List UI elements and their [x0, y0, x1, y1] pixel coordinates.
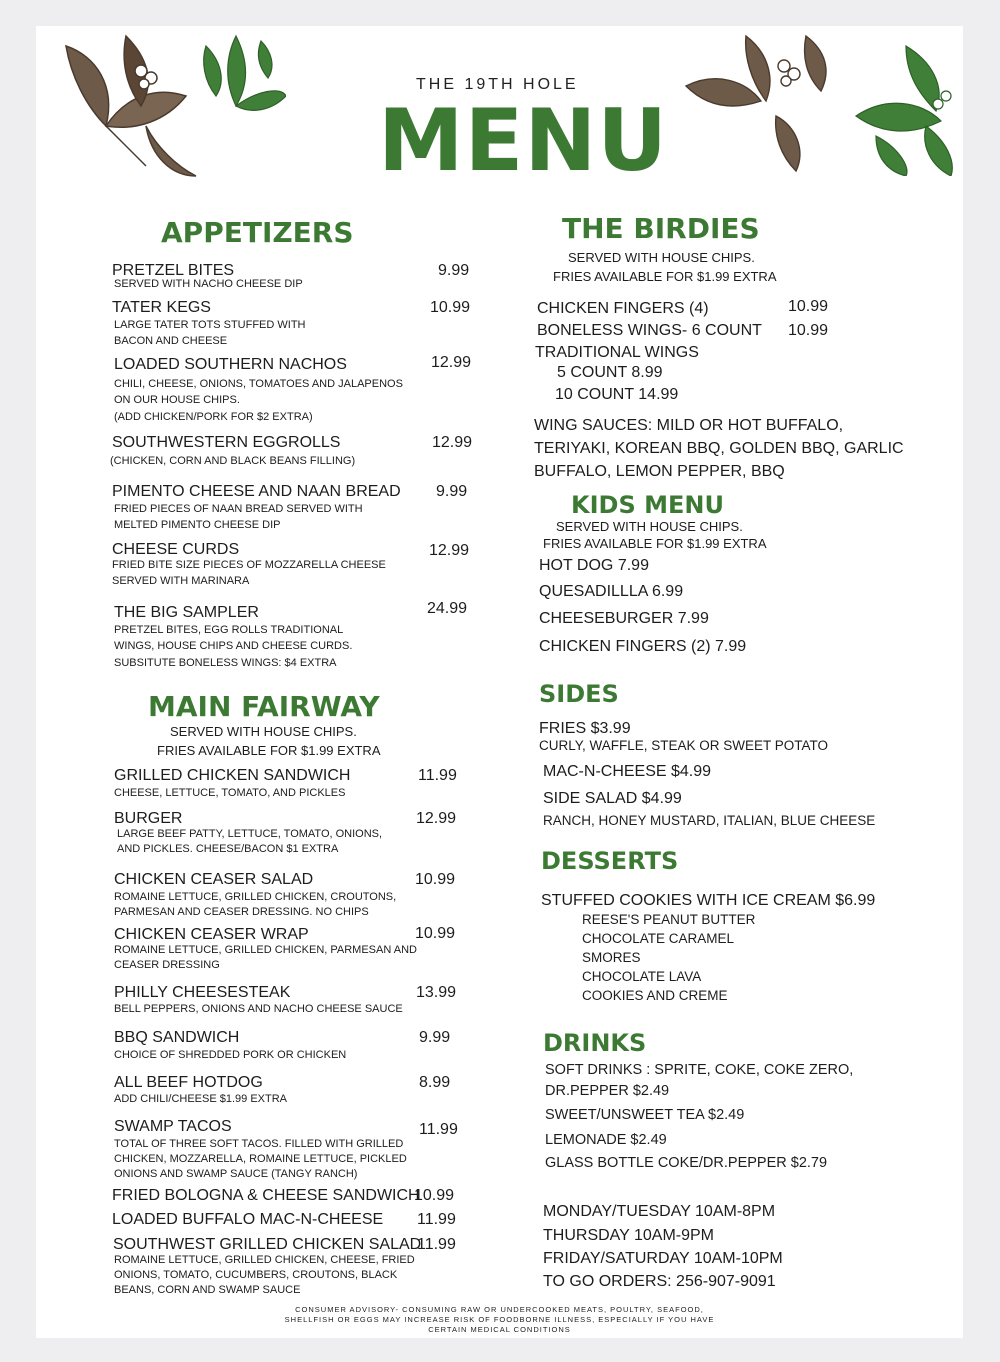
- side-item: MAC-N-CHEESE $4.99: [543, 763, 712, 780]
- menu-item-desc: LARGE TATER TOTS STUFFED WITH: [114, 319, 306, 331]
- menu-item-desc: BEANS, CORN AND SWAMP SAUCE: [114, 1284, 301, 1296]
- kids-menu-heading: KIDS MENU: [571, 491, 724, 519]
- menu-item-desc: LARGE BEEF PATTY, LETTUCE, TOMATO, ONIONS,: [117, 828, 383, 840]
- kids-item: HOT DOG 7.99: [539, 557, 649, 574]
- menu-item-name: SOUTHWESTERN EGGROLLS: [112, 434, 341, 451]
- leaf-cluster-top-left-icon: [46, 26, 286, 186]
- menu-item-desc: ROMAINE LETTUCE, GRILLED CHICKEN, CROUTONS,: [114, 891, 397, 903]
- consumer-advisory: [36, 1305, 963, 1334]
- menu-item-desc: TOTAL OF THREE SOFT TACOS. FILLED WITH GRILLED: [114, 1138, 404, 1150]
- menu-item-price: 10.99: [788, 298, 829, 315]
- kids-item: QUESADILLLA 6.99: [539, 583, 684, 600]
- menu-item-desc: ROMAINE LETTUCE, GRILLED CHICKEN, PARMESAN AND: [114, 944, 417, 956]
- dessert-flavor: COOKIES AND CREME: [582, 988, 728, 1003]
- to-go-phone: TO GO ORDERS: 256-907-9091: [543, 1273, 776, 1290]
- kids-note: FRIES AVAILABLE FOR $1.99 EXTRA: [543, 536, 767, 551]
- menu-item-price: 10.99: [788, 322, 829, 339]
- menu-item-desc: CHICKEN, MOZZARELLA, ROMAINE LETTUCE, PICKLED: [114, 1153, 407, 1165]
- menu-item-name: TRADITIONAL WINGS: [535, 344, 699, 361]
- kids-item: CHICKEN FINGERS (2) 7.99: [539, 638, 747, 655]
- desserts-heading: DESSERTS: [541, 847, 679, 875]
- menu-item-name: CHICKEN CEASER SALAD: [114, 871, 314, 888]
- menu-item-desc: CHEESE, LETTUCE, TOMATO, AND PICKLES: [114, 787, 346, 799]
- menu-item-desc: ADD CHILI/CHEESE $1.99 EXTRA: [114, 1093, 288, 1105]
- menu-item-price: 24.99: [427, 600, 468, 617]
- menu-item-price: 12.99: [416, 810, 457, 827]
- menu-item-desc: AND PICKLES. CHEESE/BACON $1 EXTRA: [117, 843, 339, 855]
- main-fairway-note: FRIES AVAILABLE FOR $1.99 EXTRA: [157, 743, 381, 758]
- menu-page: [36, 26, 963, 1338]
- side-item: SIDE SALAD $4.99: [543, 790, 682, 807]
- kids-note: SERVED WITH HOUSE CHIPS.: [556, 519, 743, 534]
- menu-item-name: BURGER: [114, 810, 183, 827]
- appetizers-heading: APPETIZERS: [161, 216, 354, 249]
- dessert-flavor: CHOCOLATE LAVA: [582, 969, 702, 984]
- drinks-heading: DRINKS: [543, 1029, 647, 1057]
- menu-item-desc: BACON AND CHEESE: [114, 335, 228, 347]
- menu-item-desc: MELTED PIMENTO CHEESE DIP: [114, 519, 281, 531]
- menu-item-price: 11.99: [419, 1121, 458, 1138]
- drink-item: GLASS BOTTLE COKE/DR.PEPPER $2.79: [545, 1155, 828, 1171]
- menu-item-price: 12.99: [429, 542, 470, 559]
- menu-item-desc: CHOICE OF SHREDDED PORK OR CHICKEN: [114, 1049, 347, 1061]
- menu-item-desc: ONIONS, TOMATO, CUCUMBERS, CROUTONS, BLACK: [114, 1269, 398, 1281]
- menu-item-desc: ON OUR HOUSE CHIPS.: [114, 394, 240, 406]
- menu-item-price: 9.99: [438, 262, 470, 279]
- menu-item-price: 11.99: [417, 1211, 456, 1228]
- menu-item-name: LOADED SOUTHERN NACHOS: [114, 356, 347, 373]
- menu-item-name: PRETZEL BITES: [112, 262, 235, 279]
- main-fairway-heading: MAIN FAIRWAY: [148, 690, 380, 723]
- menu-item-price: 10.99: [415, 925, 456, 942]
- menu-item-name: FRIED BOLOGNA & CHEESE SANDWICH: [112, 1187, 420, 1204]
- menu-item-desc: CEASER DRESSING: [114, 959, 220, 971]
- advisory-line: CERTAIN MEDICAL CONDITIONS: [428, 1324, 571, 1334]
- birdies-note: SERVED WITH HOUSE CHIPS.: [568, 250, 755, 265]
- menu-item-desc: SERVED WITH NACHO CHEESE DIP: [114, 278, 303, 290]
- menu-item-desc: FRIED BITE SIZE PIECES OF MOZZARELLA CHEESE: [112, 559, 386, 571]
- menu-item-desc: WINGS, HOUSE CHIPS AND CHEESE CURDS.: [114, 640, 353, 652]
- hours-line: FRIDAY/SATURDAY 10AM-10PM: [543, 1250, 783, 1267]
- menu-item-price: 10.99: [415, 871, 456, 888]
- menu-item-price: 9.99: [436, 483, 468, 500]
- menu-item-desc: PARMESAN AND CEASER DRESSING. NO CHIPS: [114, 906, 369, 918]
- drink-item: SOFT DRINKS : SPRITE, COKE, COKE ZERO,: [545, 1062, 854, 1078]
- hours-line: THURSDAY 10AM-9PM: [543, 1227, 714, 1244]
- side-item-desc: RANCH, HONEY MUSTARD, ITALIAN, BLUE CHEESE: [543, 813, 876, 828]
- menu-item-price: 10.99: [430, 299, 471, 316]
- menu-item-name: ALL BEEF HOTDOG: [114, 1074, 263, 1091]
- menu-item-name: LOADED BUFFALO MAC-N-CHEESE: [112, 1211, 384, 1228]
- menu-item-name: PIMENTO CHEESE AND NAAN BREAD: [112, 483, 401, 500]
- main-fairway-note: SERVED WITH HOUSE CHIPS.: [170, 724, 357, 739]
- sides-heading: SIDES: [539, 680, 619, 708]
- wing-sauces: WING SAUCES: MILD OR HOT BUFFALO,: [534, 417, 844, 434]
- drink-item: SWEET/UNSWEET TEA $2.49: [545, 1107, 745, 1123]
- page-title: MENU: [378, 91, 669, 191]
- side-item-desc: CURLY, WAFFLE, STEAK OR SWEET POTATO: [539, 738, 829, 753]
- menu-item-name: GRILLED CHICKEN SANDWICH: [114, 767, 351, 784]
- advisory-line: SHELLFISH OR EGGS MAY INCREASE RISK OF FOODBORNE ILLNESS, ESPECIALLY IF YOU HAVE: [284, 1314, 715, 1324]
- drink-item: LEMONADE $2.49: [545, 1132, 667, 1148]
- menu-item-desc: (CHICKEN, CORN AND BLACK BEANS FILLING): [110, 455, 356, 467]
- menu-item-desc: PRETZEL BITES, EGG ROLLS TRADITIONAL: [114, 624, 344, 636]
- menu-item-desc: CHILI, CHEESE, ONIONS, TOMATOES AND JALAPENOS: [114, 378, 403, 390]
- menu-item-name: PHILLY CHEESESTEAK: [114, 984, 291, 1001]
- menu-item-price: 12.99: [432, 434, 473, 451]
- menu-item-name: SOUTHWEST GRILLED CHICKEN SALAD: [113, 1236, 422, 1253]
- menu-item-name: CHICKEN CEASER WRAP: [114, 926, 309, 943]
- birdies-heading: THE BIRDIES: [562, 212, 760, 245]
- birdies-note: FRIES AVAILABLE FOR $1.99 EXTRA: [553, 269, 777, 284]
- menu-item-name: TATER KEGS: [112, 299, 211, 316]
- menu-item-desc: FRIED PIECES OF NAAN BREAD SERVED WITH: [114, 503, 363, 515]
- menu-item-desc: ROMAINE LETTUCE, GRILLED CHICKEN, CHEESE, FRIED: [114, 1254, 415, 1266]
- menu-item-name: BONELESS WINGS- 6 COUNT: [537, 322, 762, 339]
- dessert-flavor: CHOCOLATE CARAMEL: [582, 931, 735, 946]
- menu-item-price: 11.99: [418, 767, 457, 784]
- menu-item-price: 13.99: [416, 984, 457, 1001]
- menu-item-name: BBQ SANDWICH: [114, 1029, 240, 1046]
- menu-item-desc: ONIONS AND SWAMP SAUCE (TANGY RANCH): [114, 1168, 358, 1180]
- menu-item-price: 11.99: [417, 1236, 456, 1253]
- menu-item-name: CHEESE CURDS: [112, 541, 240, 558]
- menu-item-price: 8.99: [419, 1074, 451, 1091]
- restaurant-name: THE 19TH HOLE: [416, 76, 579, 93]
- wing-sauces: TERIYAKI, KOREAN BBQ, GOLDEN BBQ, GARLIC: [534, 440, 904, 457]
- advisory-line: CONSUMER ADVISORY- CONSUMING RAW OR UNDERCOOKED MEATS, POULTRY, SEAFOOD,: [295, 1305, 704, 1314]
- menu-item-desc: SUBSITUTE BONELESS WINGS: $4 EXTRA: [114, 657, 337, 669]
- hours-line: MONDAY/TUESDAY 10AM-8PM: [543, 1203, 776, 1220]
- menu-item-desc: (ADD CHICKEN/PORK FOR $2 EXTRA): [114, 411, 313, 423]
- menu-item-name: SWAMP TACOS: [114, 1118, 232, 1135]
- menu-item-price: 9.99: [419, 1029, 451, 1046]
- menu-item-desc: BELL PEPPERS, ONIONS AND NACHO CHEESE SAUCE: [114, 1003, 403, 1015]
- menu-item-name: 10 COUNT 14.99: [555, 386, 679, 403]
- dessert-flavor: REESE'S PEANUT BUTTER: [582, 912, 756, 927]
- dessert-flavor: SMORES: [582, 950, 641, 965]
- drink-item: DR.PEPPER $2.49: [545, 1083, 670, 1099]
- menu-item-name: THE BIG SAMPLER: [114, 604, 259, 621]
- menu-item-name: CHICKEN FINGERS (4): [537, 300, 709, 317]
- leaf-cluster-top-right-icon: [666, 26, 963, 176]
- wing-sauces: BUFFALO, LEMON PEPPER, BBQ: [534, 463, 785, 480]
- menu-item-price: 10.99: [414, 1187, 455, 1204]
- kids-item: CHEESEBURGER 7.99: [539, 610, 709, 627]
- side-item: FRIES $3.99: [539, 720, 631, 737]
- dessert-item: STUFFED COOKIES WITH ICE CREAM $6.99: [541, 892, 876, 909]
- menu-item-desc: SERVED WITH MARINARA: [112, 575, 250, 587]
- menu-item-price: 12.99: [431, 354, 472, 371]
- menu-item-name: 5 COUNT 8.99: [557, 364, 663, 381]
